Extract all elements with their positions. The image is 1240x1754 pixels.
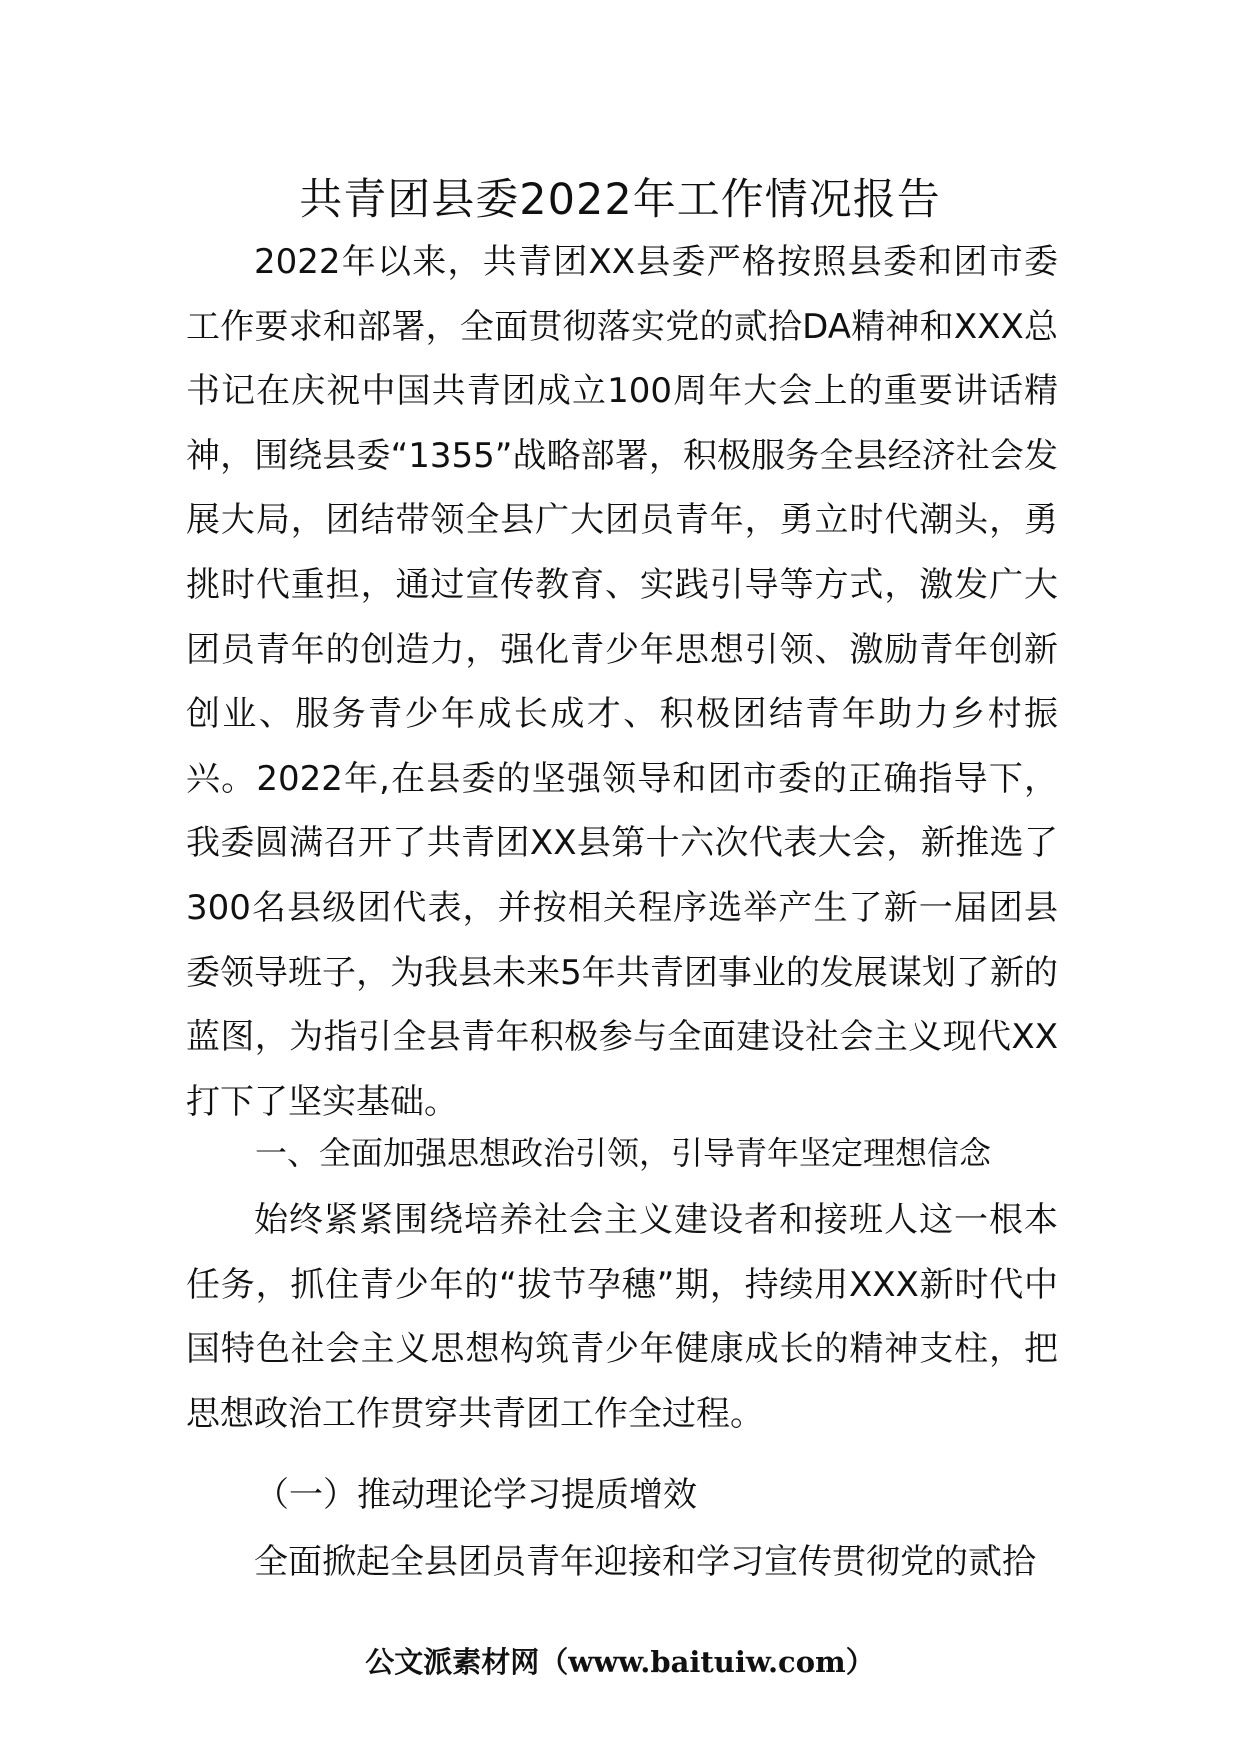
section-paragraph: 始终紧紧围绕培养社会主义建设者和接班人这一根本任务，抓住青少年的“拔节孕穗”期，持续用XXX新时代中国特色社会主义思想构筑青少年健康成长的精神支柱，把思想政治工作贯穿共青团工作全过程。 <box>186 1200 1058 1434</box>
subsection-heading: （一）推动理论学习提质增效 <box>255 1475 697 1515</box>
section-heading: 一、全面加强思想政治引领，引导青年坚定理想信念 <box>255 1134 992 1172</box>
document-title: 共青团县委2022年工作情况报告 <box>299 175 941 225</box>
subsection-paragraph: 全面掀起全县团员青年迎接和学习宣传贯彻党的贰拾 <box>254 1542 1036 1582</box>
intro-paragraph: 2022年以来，共青团XX县委严格按照县委和团市委工作要求和部署，全面贯彻落实党的贰拾DA精神和XXX总书记在庆祝中国共青团成立100周年大会上的重要讲话精神，围绕县委“1355”战略部署，积极服务全县经济社会发展大局，团结带领全县广大团员青年，勇立时代潮头，勇挑时代重担，通过宣传教育、实践引导等方式，激发广大团员青年的创造力，强化青少年思想引领、激励青年创新创业、服务青少年成长成才、积极团结青年助力乡村振兴。2022年,在县委的坚强领导和团市委的正确指导下，我委圆满召开了共青团XX县第十六次代表大会，新推选了300名县级团代表，并按相关程序选举产生了新一届团县委领导班子，为我县未来5年共青团事业的发展谋划了新的蓝图，为指引全县青年积极参与全面建设社会主义现代XX打下了坚实基础。 <box>186 242 1058 1122</box>
footer-watermark: 公文派素材网（www.baituiw.com） <box>365 1645 875 1679</box>
